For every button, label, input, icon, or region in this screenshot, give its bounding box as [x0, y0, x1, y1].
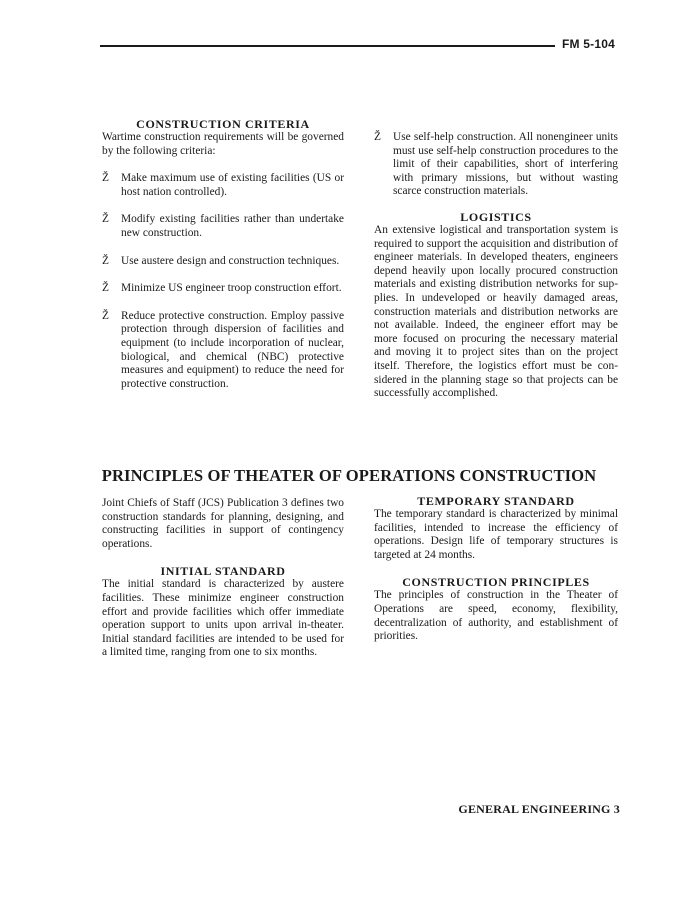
construction-criteria-intro: Wartime construction requirements will be governed by the following criteria:	[102, 131, 344, 157]
principles-right-column	[374, 494, 618, 644]
initial-standard-body: The initial standard is characterized by austere facilities. These minimize engineer construction effort and provide facilities which offer immediate operation support to units upon arrival in-theater. Initial standard facilities are intended to be used for a limited time, ranging from one to six months.	[102, 578, 344, 659]
construction-principles-heading: CONSTRUCTION PRINCIPLES	[402, 575, 590, 590]
construction-principles-body: The principles of construction in the Theater of Operations are speed, economy, flexibility, decentralization of authority, and establishment of priorities.	[374, 589, 618, 643]
logistics-body: An extensive logistical and transportation system is required to support the acquisition and distribution of engineer materials. In developed theaters, engineers depend heavily upon locally procured construction materials and existing distribution networks for supplies. In undeveloped or heavily damaged areas, construction materials and distribution networks are not available. Indeed, the engineer effort may be more focused on procuring the necessary material and moving it to project sites than on the project itself. Therefore, the logistics effort must be considered in the planning stage so that projects can be successfully accomplished.	[374, 223, 618, 400]
header-rule	[100, 45, 555, 47]
criteria-item-text: Use self-help construction. All nonengineer units must use self-help construction procedures to the limit of their capabilities, short of interfering with primary missions, but without wasting scarce construction materials.	[393, 131, 618, 198]
criteria-item-text: Make maximum use of existing facilities (US or host nation controlled).	[121, 172, 344, 198]
principles-left-column	[102, 497, 344, 660]
bullet-mark: Ž	[102, 213, 109, 226]
bullet-mark: Ž	[102, 282, 109, 295]
criteria-item-text: Modify existing facilities rather than undertake new construction.	[121, 213, 344, 239]
criteria-item	[102, 213, 344, 240]
criteria-item-text: Use austere design and construction techniques.	[121, 254, 340, 267]
bullet-mark: Ž	[102, 309, 109, 322]
criteria-item-text: Minimize US engineer troop construction effort.	[121, 282, 342, 295]
criteria-item	[102, 282, 344, 296]
criteria-item-text: Reduce protective construction. Employ passive protection through dispersion of facilities and equipment (to include incorporation of nuclear, biological, and chemical (NBC) protective measures and equipment) to reduce the need for protective construction.	[121, 309, 344, 390]
section-title: PRINCIPLES OF THEATER OF OPERATIONS CONSTRUCTION	[101, 466, 597, 485]
bullet-mark: Ž	[102, 172, 109, 185]
criteria-item	[102, 172, 344, 199]
construction-criteria-heading: CONSTRUCTION CRITERIA	[136, 117, 310, 131]
bullet-mark: Ž	[102, 254, 109, 267]
temporary-standard-body: The temporary standard is characterized by minimal facilities, intended to increase the efficiency of operations. Design life of temporary structures is targeted at 24 months.	[374, 508, 618, 561]
criteria-item	[102, 310, 344, 392]
manual-number: FM 5-104	[562, 37, 615, 51]
principles-intro: Joint Chiefs of Staff (JCS) Publication 3 defines two construction standards for planning, designing, and constructing facilities in support of contingency operations.	[102, 497, 344, 550]
page-footer: GENERAL ENGINEERING 3	[458, 802, 620, 816]
construction-criteria-section	[102, 117, 344, 391]
criteria-item	[102, 255, 344, 269]
criteria-item	[374, 131, 618, 199]
right-column-upper	[374, 131, 618, 401]
temporary-standard-heading: TEMPORARY STANDARD	[417, 494, 575, 508]
logistics-heading: LOGISTICS	[460, 209, 532, 224]
bullet-mark: Ž	[374, 131, 381, 143]
initial-standard-heading: INITIAL STANDARD	[160, 564, 286, 579]
